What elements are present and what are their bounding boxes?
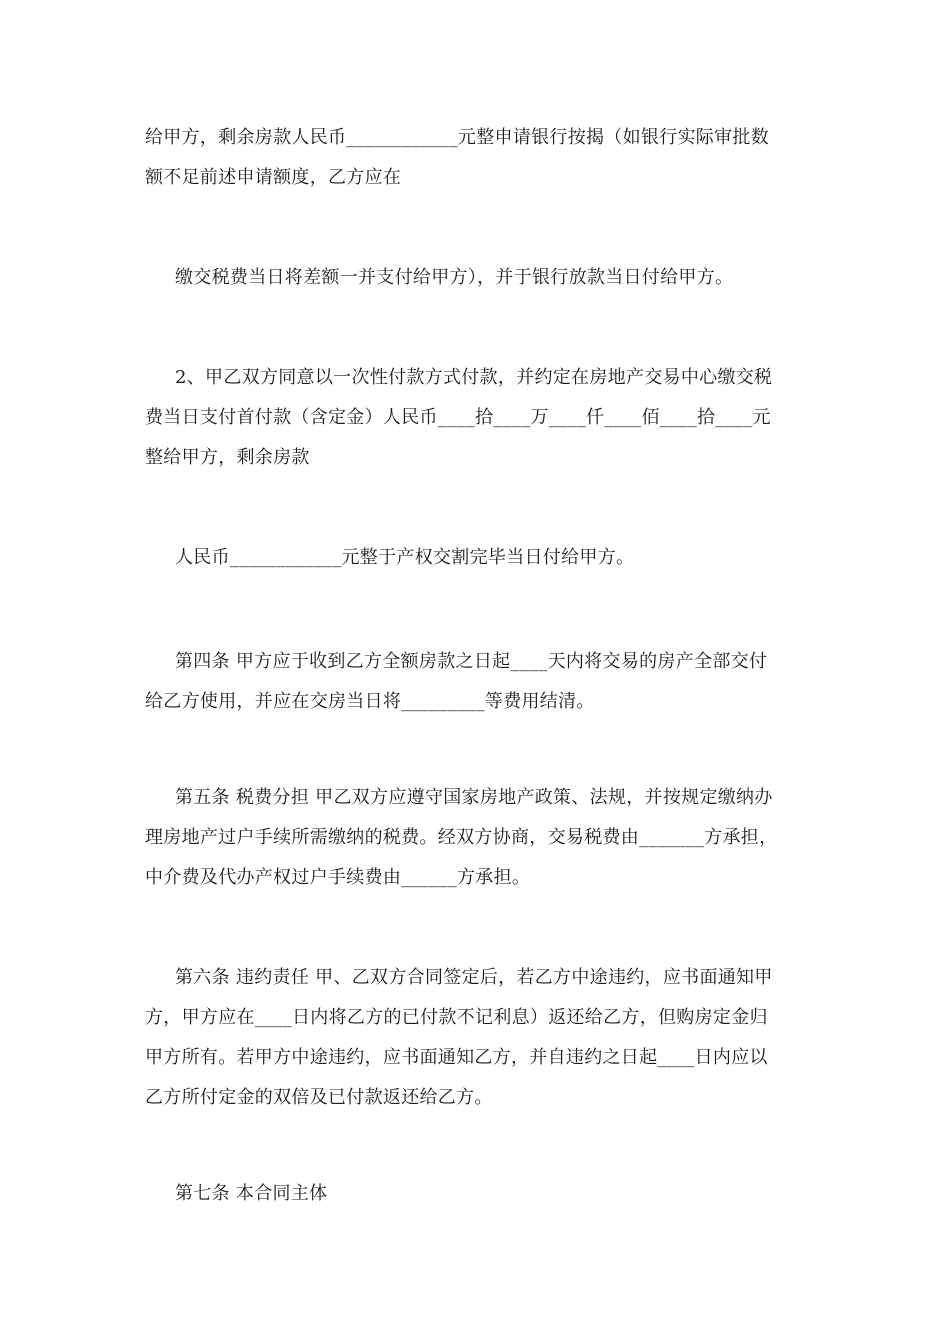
paragraph-article-4 — [145, 642, 810, 722]
text-line: 给乙方使用，并应在交房当日将_________等费用结清。 — [145, 691, 595, 712]
text-line: 中介费及代办产权过户手续费由______方承担。 — [145, 867, 531, 888]
text-line: 乙方所付定金的双倍及已付款返还给乙方。 — [145, 1087, 493, 1108]
text-line: 第五条 税费分担 甲乙双方应遵守国家房地产政策、法规，并按规定缴纳办 — [175, 787, 773, 808]
paragraph-payment-mortgage — [145, 118, 810, 198]
text-line: 第六条 违约责任 甲、乙双方合同签定后，若乙方中途违约，应书面通知甲 — [175, 967, 773, 988]
text-line: 缴交税费当日将差额一并支付给甲方），并于银行放款当日付给甲方。 — [175, 267, 734, 288]
text-line: 整给甲方，剩余房款 — [145, 447, 310, 468]
text-line: 人民币____________元整于产权交割完毕当日付给甲方。 — [175, 547, 635, 568]
text-line: 给甲方，剩余房款人民币____________元整申请银行按揭（如银行实际审批数 — [145, 127, 769, 148]
paragraph-lump-sum-payment — [145, 358, 810, 478]
paragraph-article-5 — [145, 778, 810, 898]
text-line: 第七条 本合同主体 — [175, 1183, 328, 1204]
text-line: 2、甲乙双方同意以一次性付款方式付款，并约定在房地产交易中心缴交税 — [175, 367, 773, 388]
paragraph-article-7 — [145, 1174, 810, 1214]
text-line: 费当日支付首付款（含定金）人民币____拾____万____仟____佰____拾____元 — [145, 407, 771, 428]
text-line: 方，甲方应在____日内将乙方的已付款不记利息）返还给乙方，但购房定金归 — [145, 1007, 768, 1028]
text-line: 甲方所有。若甲方中途违约，应书面通知乙方，并自违约之日起____日内应以 — [145, 1047, 768, 1068]
paragraph-tax-day-payment — [145, 258, 810, 298]
text-line: 第四条 甲方应于收到乙方全额房款之日起____天内将交易的房产全部交付 — [175, 651, 768, 672]
text-line: 额不足前述申请额度，乙方应在 — [145, 167, 402, 188]
paragraph-article-6 — [145, 958, 810, 1118]
paragraph-remaining-payment — [145, 538, 810, 578]
text-line: 理房地产过户手续所需缴纳的税费。经双方协商，交易税费由_______方承担， — [145, 827, 778, 848]
